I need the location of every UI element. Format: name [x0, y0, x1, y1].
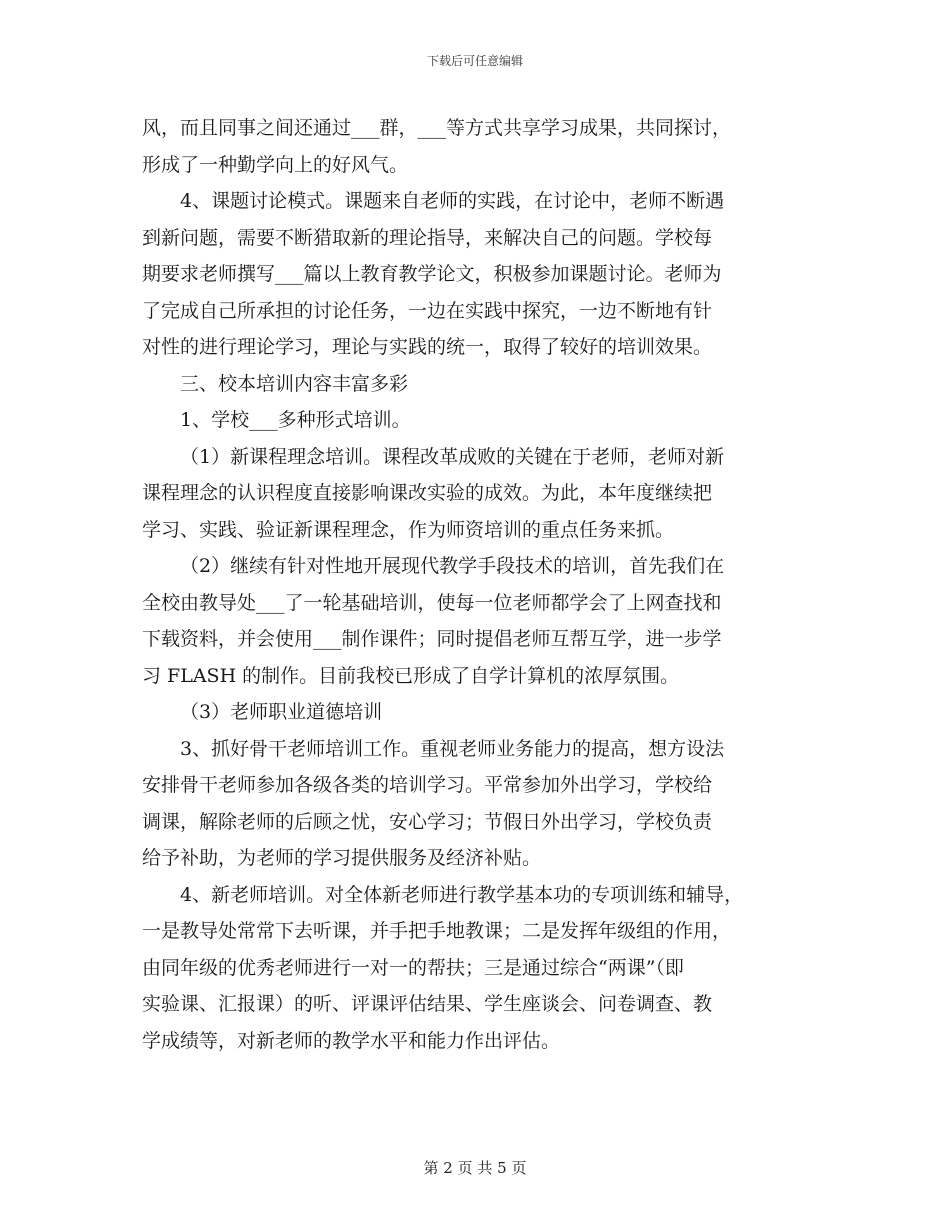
text-line: 课程理念的认识程度直接影响课改实验的成效。为此，本年度继续把 — [142, 482, 713, 504]
text-line: （1）新课程理念培训。课程改革成败的关键在于老师，老师对新 — [180, 445, 725, 468]
text-line: 到新问题，需要不断猎取新的理论指导，来解决自己的问题。学校每 — [142, 226, 713, 249]
text-line: 给予补助，为老师的学习提供服务及经济补贴。 — [142, 847, 542, 869]
text-line: 全校由教导处___了一轮基础培训，使每一位老师都学会了上网查找和 — [142, 591, 722, 614]
text-line: （2）继续有针对性地开展现代教学手段技术的培训，首先我们在 — [180, 555, 725, 577]
text-line: 形成了一种勤学向上的好风气。 — [142, 153, 409, 176]
page-header: 下载后可任意编辑 — [426, 54, 523, 68]
text-line: 4、新老师培训。对全体新老师进行教学基本功的专项训练和辅导， — [180, 883, 744, 906]
text-line: 4、课题讨论模式。课题来自老师的实践，在讨论中，老师不断遇 — [180, 190, 725, 212]
text-line: 对性的进行理论学习，理论与实践的统一，取得了较好的培训效果。 — [142, 336, 713, 358]
text-line: 安排骨干老师参加各级各类的培训学习。平常参加外出学习，学校给 — [142, 774, 713, 796]
text-line: 1、学校___多种形式培训。 — [180, 409, 411, 431]
document-body — [142, 110, 822, 1059]
text-line: 由同年级的优秀老师进行一对一的帮扶；三是通过综合“两课”（即 — [142, 956, 684, 979]
text-line: （3）老师职业道德培训 — [180, 701, 383, 723]
text-line: 实验课、汇报课）的听、评课评估结果、学生座谈会、问卷调查、教 — [142, 993, 713, 1015]
text-line: 一是教导处常常下去听课，并手把手地教课；二是发挥年级组的作用， — [142, 920, 732, 942]
text-line: 3、抓好骨干老师培训工作。重视老师业务能力的提高，想方设法 — [180, 737, 725, 760]
page-number: 第 2 页 共 5 页 — [423, 1159, 527, 1177]
text-line: 习 FLASH 的制作。目前我校已形成了自学计算机的浓厚氛围。 — [142, 664, 680, 687]
text-line: 调课，解除老师的后顾之忧，安心学习；节假日外出学习，学校负责 — [142, 810, 713, 833]
section-heading: 三、校本培训内容丰富多彩 — [180, 372, 409, 395]
text-line: 期要求老师撰写___篇以上教育教学论文，积极参加课题讨论。老师为 — [142, 263, 722, 285]
text-line: 了完成自己所承担的讨论任务，一边在实践中探究，一边不断地有针 — [142, 299, 713, 322]
text-line: 学习、实践、验证新课程理念，作为师资培训的重点任务来抓。 — [142, 518, 675, 541]
text-line: 风，而且同事之间还通过___群，___等方式共享学习成果，共同探讨， — [142, 117, 732, 139]
text-line: 学成绩等，对新老师的教学水平和能力作出评估。 — [142, 1029, 561, 1052]
text-line: 下载资料，并会使用___制作课件；同时提倡老师互帮互学，进一步学 — [142, 628, 722, 650]
